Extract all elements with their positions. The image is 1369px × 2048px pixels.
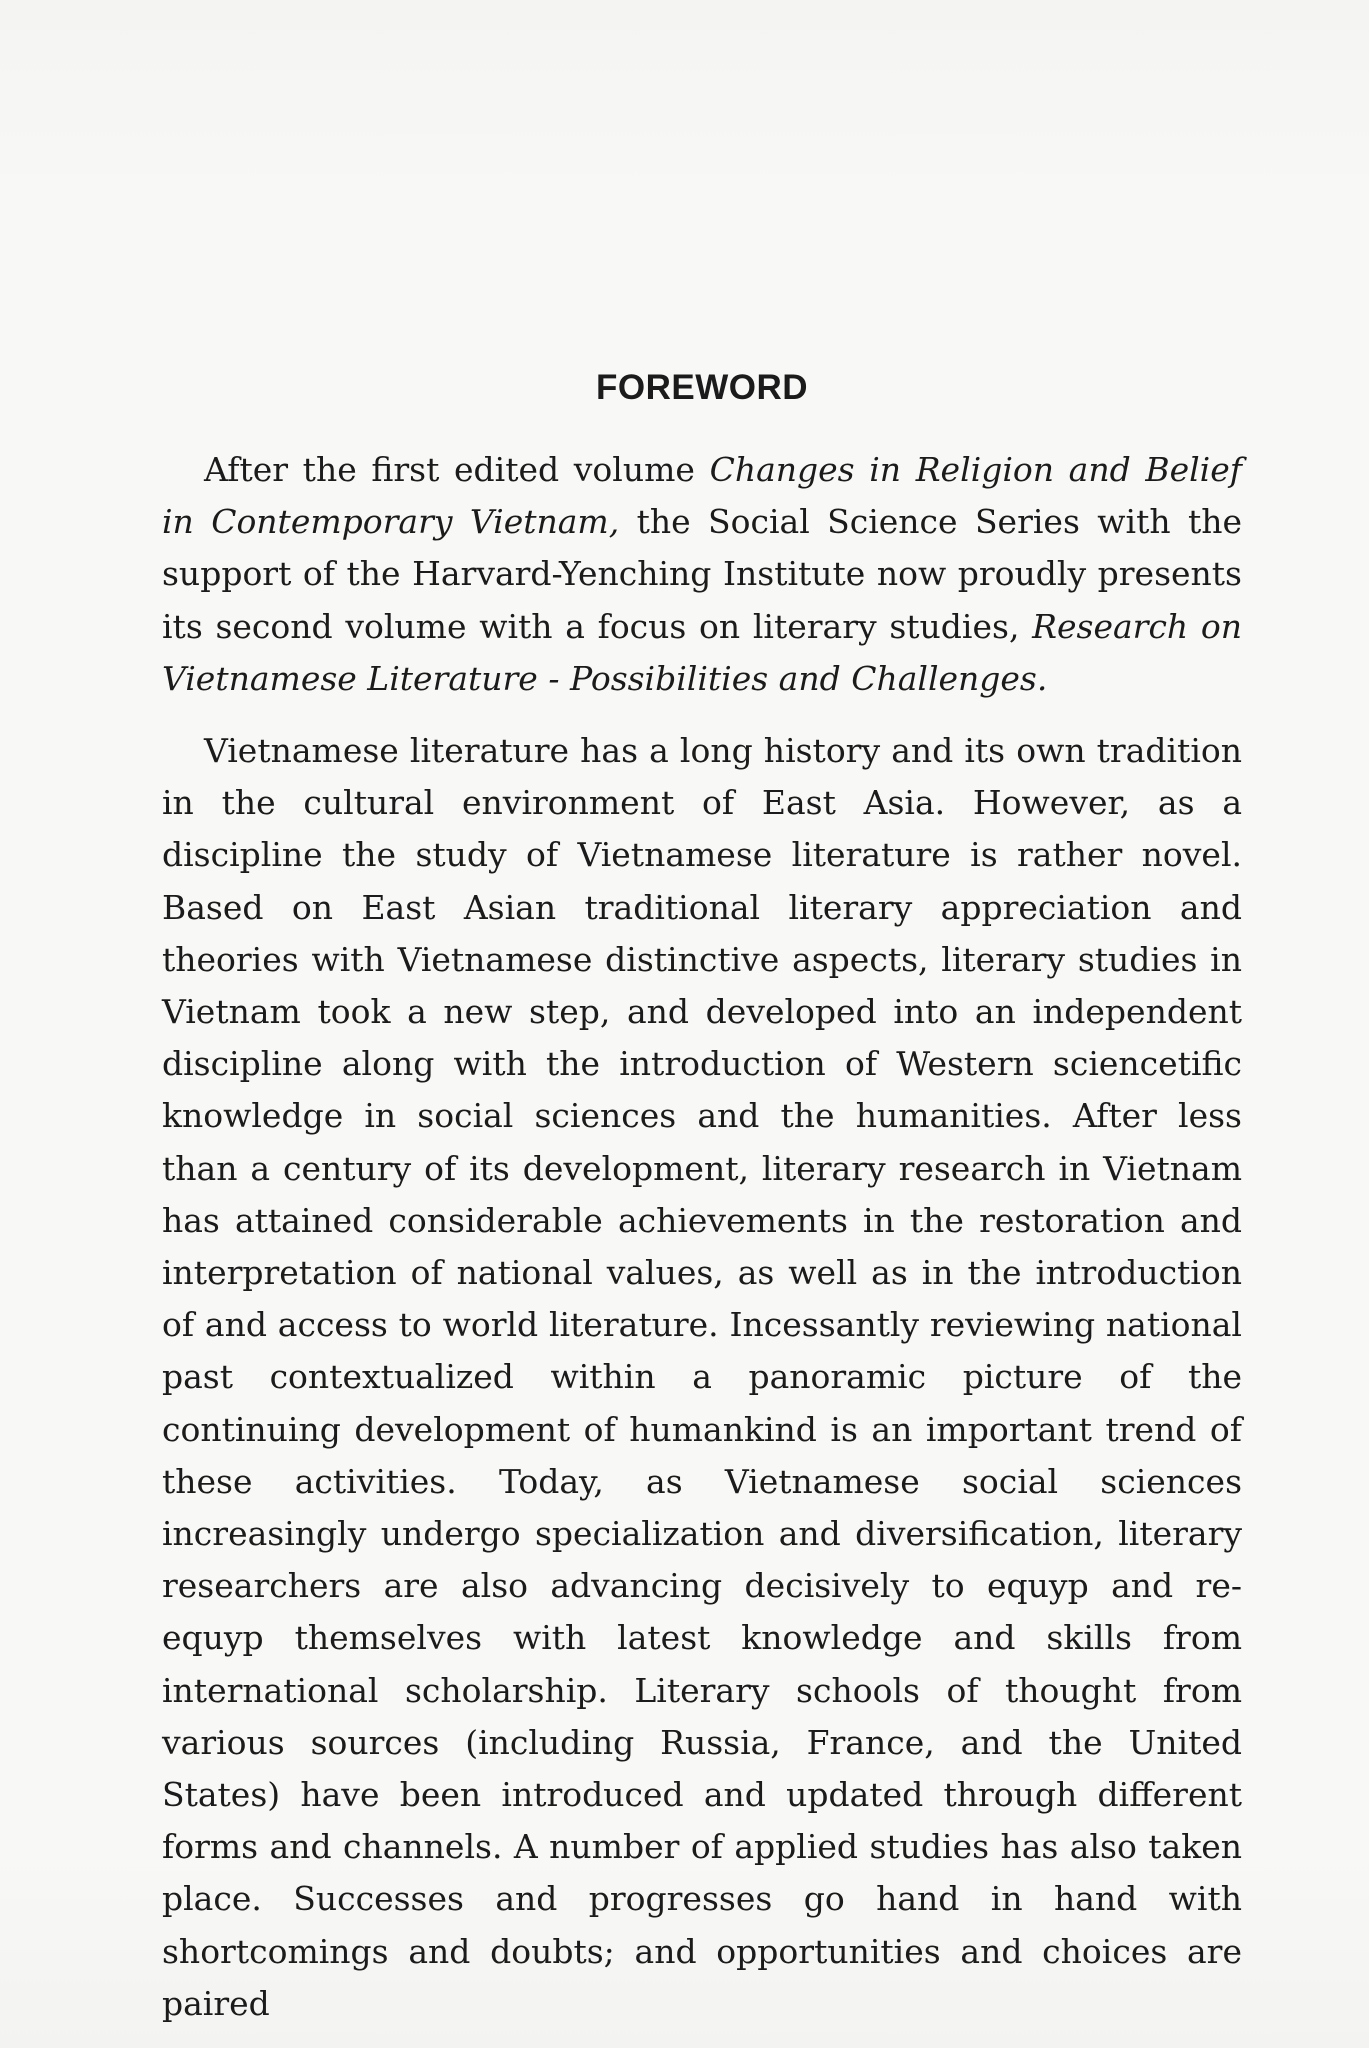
paragraph-body: Vietnamese literature has a long history and its own tradition in the cultural environment of East Asia. However, as a discipline the study of Vietnamese literature is rather novel. Based on East Asian traditional literary appreciation and theories with Vietnamese distinctive aspects, literary studies in Vietnam took a new step, and developed into an independent discipline along with the introduction of Western sciencetific knowledge in social sciences and the humanities. After less than a century of its development, literary research in Vietnam has attained considerable achievements in the restoration and interpretation of national values, as well as in the introduction of and access to world literature. Incessantly reviewing national past contextualized within a panoramic picture of the continuing development of humankind is an important trend of these activities. Today, as Vietnamese social sciences increasingly undergo specialization and diversification, literary researchers are also advancing decisively to equyp and re-equyp themselves with latest knowledge and skills from international scholarship. Literary schools of thought from various sources (including Russia, France, and the United States) have been introduced and updated through different forms and channels. A number of applied studies has also taken place. Successes and progresses go hand in hand with shortcomings and doubts; and opportunities and choices are paired [162,731,1242,2023]
book-title-research-on-vietnamese-literature: Research on Vietnamese Literature - Possibilities and Challenges. [162,606,1243,698]
paragraph-intro [162,444,1242,705]
page-title: FOREWORD [595,368,809,407]
page-content [162,360,1242,2030]
paragraph-intro-text-1: After the first edited volume [204,450,710,489]
paragraph-intro-text-2: the Social Science Series with the support of the Harvard-Yenching Institute now proudly presents its second volume with a focus on literary studies, [162,502,1243,646]
book-title-changes-in-religion: Changes in Religion and Belief in Contemporary Vietnam, [162,450,1242,542]
